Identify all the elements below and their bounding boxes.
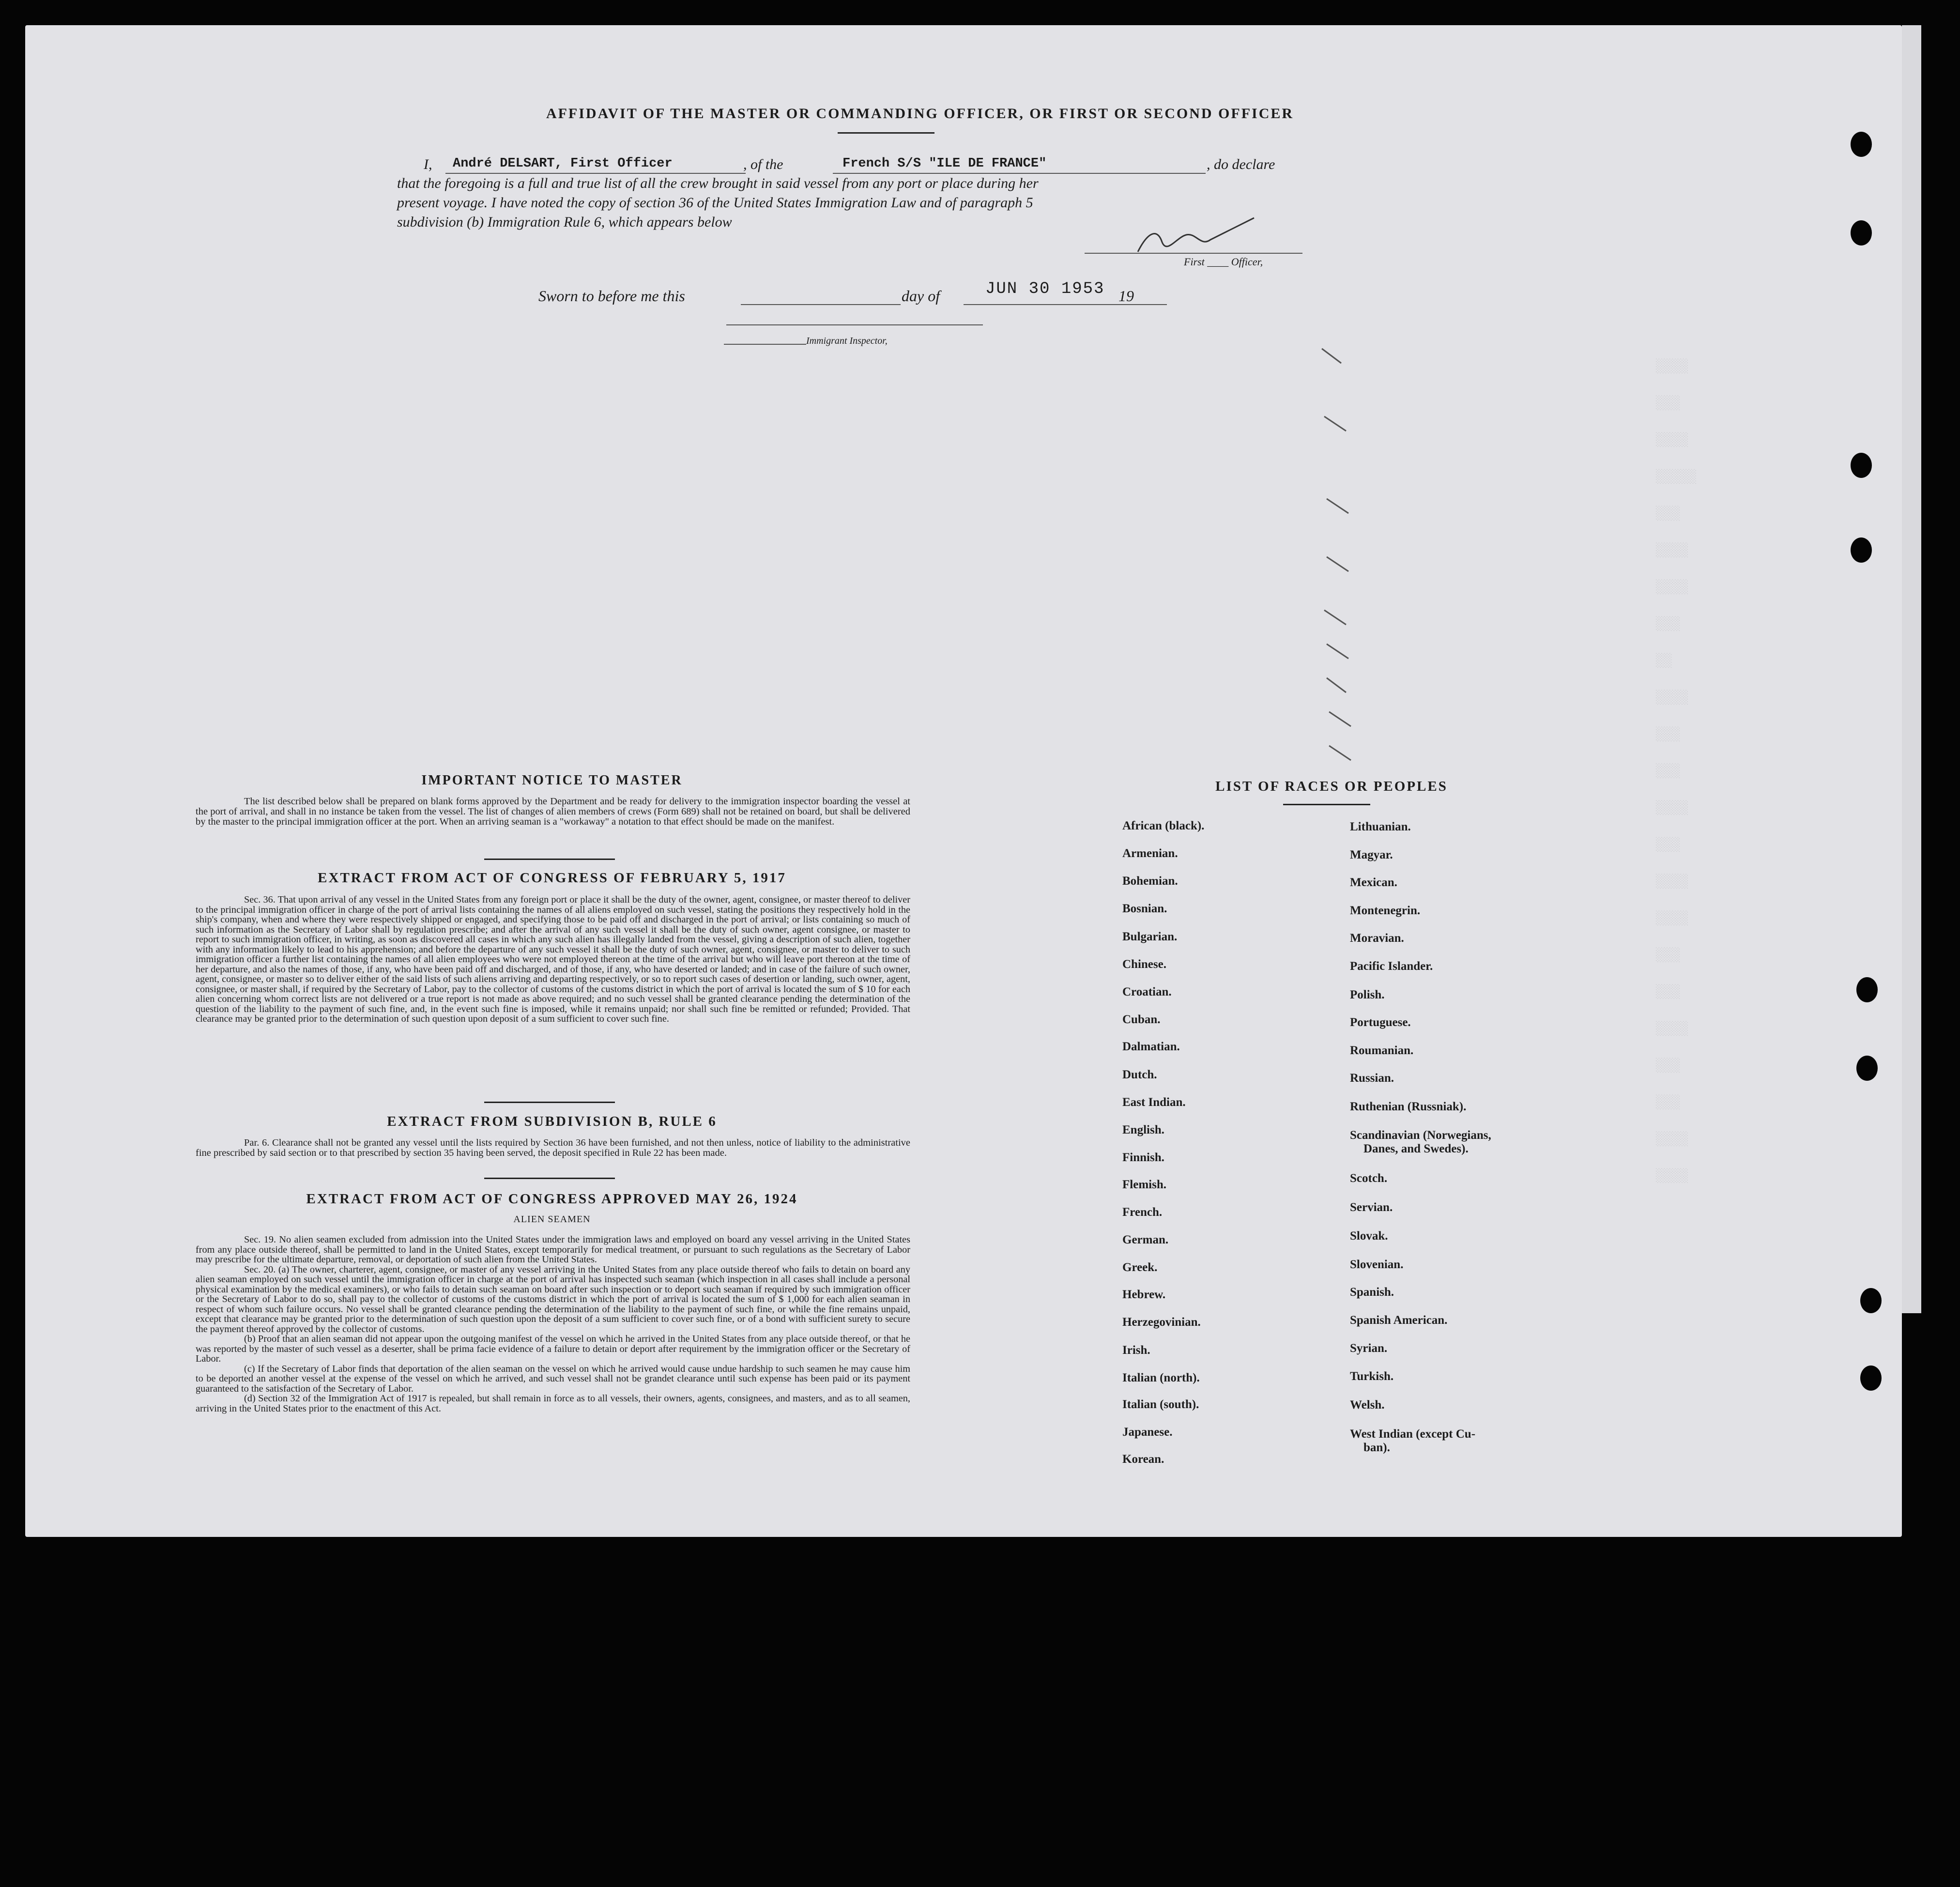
sworn-text: Sworn to before me this xyxy=(538,287,685,305)
divider xyxy=(484,859,615,860)
notice-title: IMPORTANT NOTICE TO MASTER xyxy=(421,773,683,788)
binder-hole xyxy=(1851,537,1872,563)
declaration-i: I, xyxy=(424,156,432,172)
race-item: Scotch. xyxy=(1350,1172,1388,1185)
race-item: Japanese. xyxy=(1122,1426,1173,1439)
extract-1924-text: Sec. 19. No alien seamen excluded from admission into the United States under the immigration laws and employed on board any vessel arriving in the United States from any place outside thereof, shall be permitted to land in the United States, except temporarily for medical treatment, or pursuant to such regulations as the Secretary of Labor may prescribe for the ultimate departure, removal, or deportation of such alien from the United States. Sec. 20. (a) The owner, charterer, agent, consignee, or master of any vessel arriving in the United States from any place outside thereof who fails to detain on board any alien seaman employed on such vessel until the immigration officer in charge at the port of arrival has inspected such seaman (which inspection in all cases shall include a personal physical examination by the medical examiners), or who fails to detain such seaman on board after such inspection or to deport such seaman if required by such immigration officer or the Secretary of Labor to do so, shall pay to the collector of customs of the customs district in which the port of arrival is located the sum of $ 1,000 for each alien seaman in respect of whom such failure occurs. No vessel shall be granted clearance pending the determination of the liability to the payment of such fine, or while the fine remains unpaid, except that clearance may be granted prior to the determination of such question upon the deposit of a sum sufficient to cover such fine, or of a bond with sufficient surety to secure the payment thereof approved by the collector of customs. (b) Proof that an alien seaman did not appear upon the outgoing manifest of the vessel on which he arrived in the United States from any place outside thereof, or that he was reported by the master of such vessel as a deserter, shall be prima facie evidence of a failure to detain or deport after requirement by the immigration officer or the Secretary of Labor. (c) If the Secretary of Labor finds that deportation of the alien seaman on the vessel on which he arrived would cause undue hardship to such seamen he may cause him to be deported an another vessel at the expense of the vessel on which he arrived, and such vessel shall not be grandet clearance until such expense has been paid or its payment guaranteed to the satisfaction of the Secretary of Labor. (d) Section 32 of the Immigration Act of 1917 is repealed, but shall remain in force as to all vessels, their owners, agents, consignees, and masters, and as to all seamen, arriving in the United States prior to the enactment of this Act. xyxy=(196,1234,910,1414)
of-the-text: , of the xyxy=(743,156,783,172)
race-item: Korean. xyxy=(1122,1453,1164,1466)
bleed-through-column: ░░░░ ░░░ ░░░░ ░░░░░ ░░░ ░░░░ ░░░░ ░░░ ░░ ░░░░ ░░░ ░░░ ░░░░ ░░░ ░░░░ ░░░░ ░░░ ░░░ ░░░░ ░░░ ░░░ ░░░░ ░░░░ xyxy=(1656,359,1697,1184)
binder-hole xyxy=(1851,453,1872,478)
race-item: Herzegovinian. xyxy=(1122,1316,1201,1329)
year-prefix: 19 xyxy=(1118,287,1134,305)
inspector-sign-line xyxy=(726,324,983,325)
officer-signature xyxy=(1128,213,1264,261)
extract-1917-text: Sec. 36. That upon arrival of any vessel in the United States from any foreign port or place it shall be the duty of the owner, agent, consignee, or master thereof to deliver to the principal immigration officer in charge of the port of arrival lists containing the names of all aliens employed on such vessel, stating the positions they respectively hold in the ship's company, when and where they were respectively shipped or engaged, and specifying those to be paid off and discharged in the port of arrival; or lists containing so much of such information as the Secretary of Labor shall by regulation prescribe; and after the arrival of any such vessel it shall be the duty of such owner, agent consignee, or master to report to such immigration officer, in writing, as soon as discovered all cases in which any such alien has illegally landed from the vessel, giving a description of such alien, together with any information likely to lead to his apprehension; and before the departure of any such vessel it shall be the duty of such owner, agent, consignee, or master to deliver to such immigration officer a further list containing the names of all alien employees who were not employed thereon at the time of the arrival but who will leave port thereon at the time of her departure, and also the names of those, if any, who have been paid off and discharged, and of those, if any, who have deserted or landed; and in case of the failure of such owner, agent, consignee, or master so to deliver either of the said lists of such aliens arriving and departing respectively, or so to report such cases of desertion or landing, such owner, agent, consignee, or master shall, if required by the Secretary of Labor, pay to the collector of customs of the customs district in which the port of arrival is located the sum of $ 10 for each alien concerning whom correct lists are not delivered or a true report is not made as above required; and no such vessel shall be granted clearance pending the determination of the question of the liability to the payment of such fine, and, in the event such fine is imposed, while it remains unpaid; nor shall such fine be remitted or refunded; Provided. That clearance may be granted prior to the determination of such question upon deposit of a sum sufficient to cover such fine. xyxy=(196,894,910,1024)
race-item: Scandinavian (Norwegians, xyxy=(1350,1129,1491,1142)
race-item: East Indian. xyxy=(1122,1096,1186,1109)
divider xyxy=(484,1102,615,1103)
race-item: Bosnian. xyxy=(1122,902,1167,915)
race-item: Roumanian. xyxy=(1350,1044,1414,1057)
vessel-line xyxy=(833,173,1206,174)
name-line xyxy=(445,173,746,174)
extract-1924-title: EXTRACT FROM ACT OF CONGRESS APPROVED MAY 26, 1924 xyxy=(306,1191,798,1207)
race-item: Pacific Islander. xyxy=(1350,960,1433,973)
ditto-marks xyxy=(1307,339,1365,775)
day-line xyxy=(741,304,901,305)
subdivision-title: EXTRACT FROM SUBDIVISION B, RULE 6 xyxy=(387,1114,717,1129)
date-stamp: JUN 30 1953 xyxy=(985,280,1105,298)
binder-hole xyxy=(1851,132,1872,157)
affidavit-title: AFFIDAVIT OF THE MASTER OR COMMANDING OFFICER, OR FIRST OR SECOND OFFICER xyxy=(546,106,1294,122)
extract-1917-title: EXTRACT FROM ACT OF CONGRESS OF FEBRUARY 5, 1917 xyxy=(318,870,786,886)
race-item: African (black). xyxy=(1122,819,1205,832)
race-item: Cuban. xyxy=(1122,1013,1161,1026)
declaration-line: present voyage. I have noted the copy of section 36 of the United States Immigration Law and of paragraph 5 xyxy=(397,195,1033,211)
race-item: Portuguese. xyxy=(1350,1016,1411,1029)
race-item: West Indian (except Cu- xyxy=(1350,1427,1476,1441)
race-item: Mexican. xyxy=(1350,876,1397,889)
race-item: Magyar. xyxy=(1350,848,1393,861)
inspector-line xyxy=(724,344,806,345)
race-item: Greek. xyxy=(1122,1261,1158,1274)
race-item: Russian. xyxy=(1350,1072,1394,1085)
race-item: Slovenian. xyxy=(1350,1258,1404,1271)
race-item: Montenegrin. xyxy=(1350,904,1421,917)
declaration-line: subdivision (b) Immigration Rule 6, which appears below xyxy=(397,214,732,230)
race-item: Turkish. xyxy=(1350,1370,1394,1383)
race-item: English. xyxy=(1122,1123,1164,1136)
race-item: Finnish. xyxy=(1122,1151,1164,1164)
race-item: German. xyxy=(1122,1233,1169,1246)
race-item: ban). xyxy=(1363,1441,1390,1454)
race-item: Flemish. xyxy=(1122,1178,1166,1191)
race-item: Ruthenian (Russniak). xyxy=(1350,1100,1467,1113)
race-item: Polish. xyxy=(1350,988,1385,1001)
race-item: Moravian. xyxy=(1350,932,1404,945)
race-item: Italian (south). xyxy=(1122,1398,1199,1411)
race-item: Hebrew. xyxy=(1122,1288,1166,1301)
binder-hole xyxy=(1856,1056,1878,1081)
binder-hole xyxy=(1860,1288,1882,1313)
race-item: Dalmatian. xyxy=(1122,1040,1180,1053)
race-item: Italian (north). xyxy=(1122,1371,1200,1384)
race-item: French. xyxy=(1122,1206,1163,1219)
race-item: Spanish. xyxy=(1350,1286,1394,1299)
notice-text: The list described below shall be prepared on blank forms approved by the Department and be ready for delivery to the immigration inspector boarding the vessel at the port of arrival, and shall in no instance be taken from the vessel. The list of changes of alien members of crews (Form 689) shall not be retained on board, but shall be delivered by the master to the principal immigration officer at the port. When an arriving seaman is a "workaway" a notation to that effect should be made on the manifest. xyxy=(196,796,910,827)
race-item: Danes, and Swedes). xyxy=(1363,1142,1469,1155)
race-item: Bulgarian. xyxy=(1122,930,1178,943)
do-declare-text: , do declare xyxy=(1207,156,1275,172)
race-item: Slovak. xyxy=(1350,1229,1388,1243)
subdivision-text: Par. 6. Clearance shall not be granted any vessel until the lists required by Section 36 have been furnished, and not then unless, notice of liability to the administrative fine prescribed by said section or to that prescribed by section 35 having been served, the deposit specified in Rule 22 has been made. xyxy=(196,1137,910,1158)
signature-line xyxy=(1085,253,1302,254)
title-divider xyxy=(838,132,934,134)
officer-name: André DELSART, First Officer xyxy=(453,156,673,171)
declaration-line: that the foregoing is a full and true list of all the crew brought in said vessel from any port or place during her xyxy=(397,175,1039,191)
race-item: Armenian. xyxy=(1122,847,1178,860)
divider xyxy=(1283,804,1370,805)
race-item: Dutch. xyxy=(1122,1068,1157,1081)
divider xyxy=(484,1178,615,1179)
race-item: Chinese. xyxy=(1122,958,1166,971)
binder-hole xyxy=(1856,977,1878,1002)
binder-hole xyxy=(1851,220,1872,245)
race-item: Spanish American. xyxy=(1350,1314,1448,1327)
race-item: Syrian. xyxy=(1350,1342,1388,1355)
page-edge xyxy=(1902,25,1921,1313)
race-item: Bohemian. xyxy=(1122,874,1178,888)
races-title: LIST OF RACES OR PEOPLES xyxy=(1215,779,1448,794)
alien-seamen-subtitle: ALIEN SEAMEN xyxy=(513,1214,591,1225)
inspector-label: Immigrant Inspector, xyxy=(806,336,888,346)
day-of-text: day of xyxy=(902,287,940,305)
month-line xyxy=(964,304,1167,305)
race-item: Lithuanian. xyxy=(1350,820,1411,833)
race-item: Irish. xyxy=(1122,1344,1150,1357)
vessel-name: French S/S "ILE DE FRANCE" xyxy=(842,156,1047,171)
binder-hole xyxy=(1860,1365,1882,1391)
race-item: Croatian. xyxy=(1122,985,1172,998)
race-item: Servian. xyxy=(1350,1201,1393,1214)
race-item: Welsh. xyxy=(1350,1398,1385,1411)
officer-label: First ____ Officer, xyxy=(1184,256,1263,268)
